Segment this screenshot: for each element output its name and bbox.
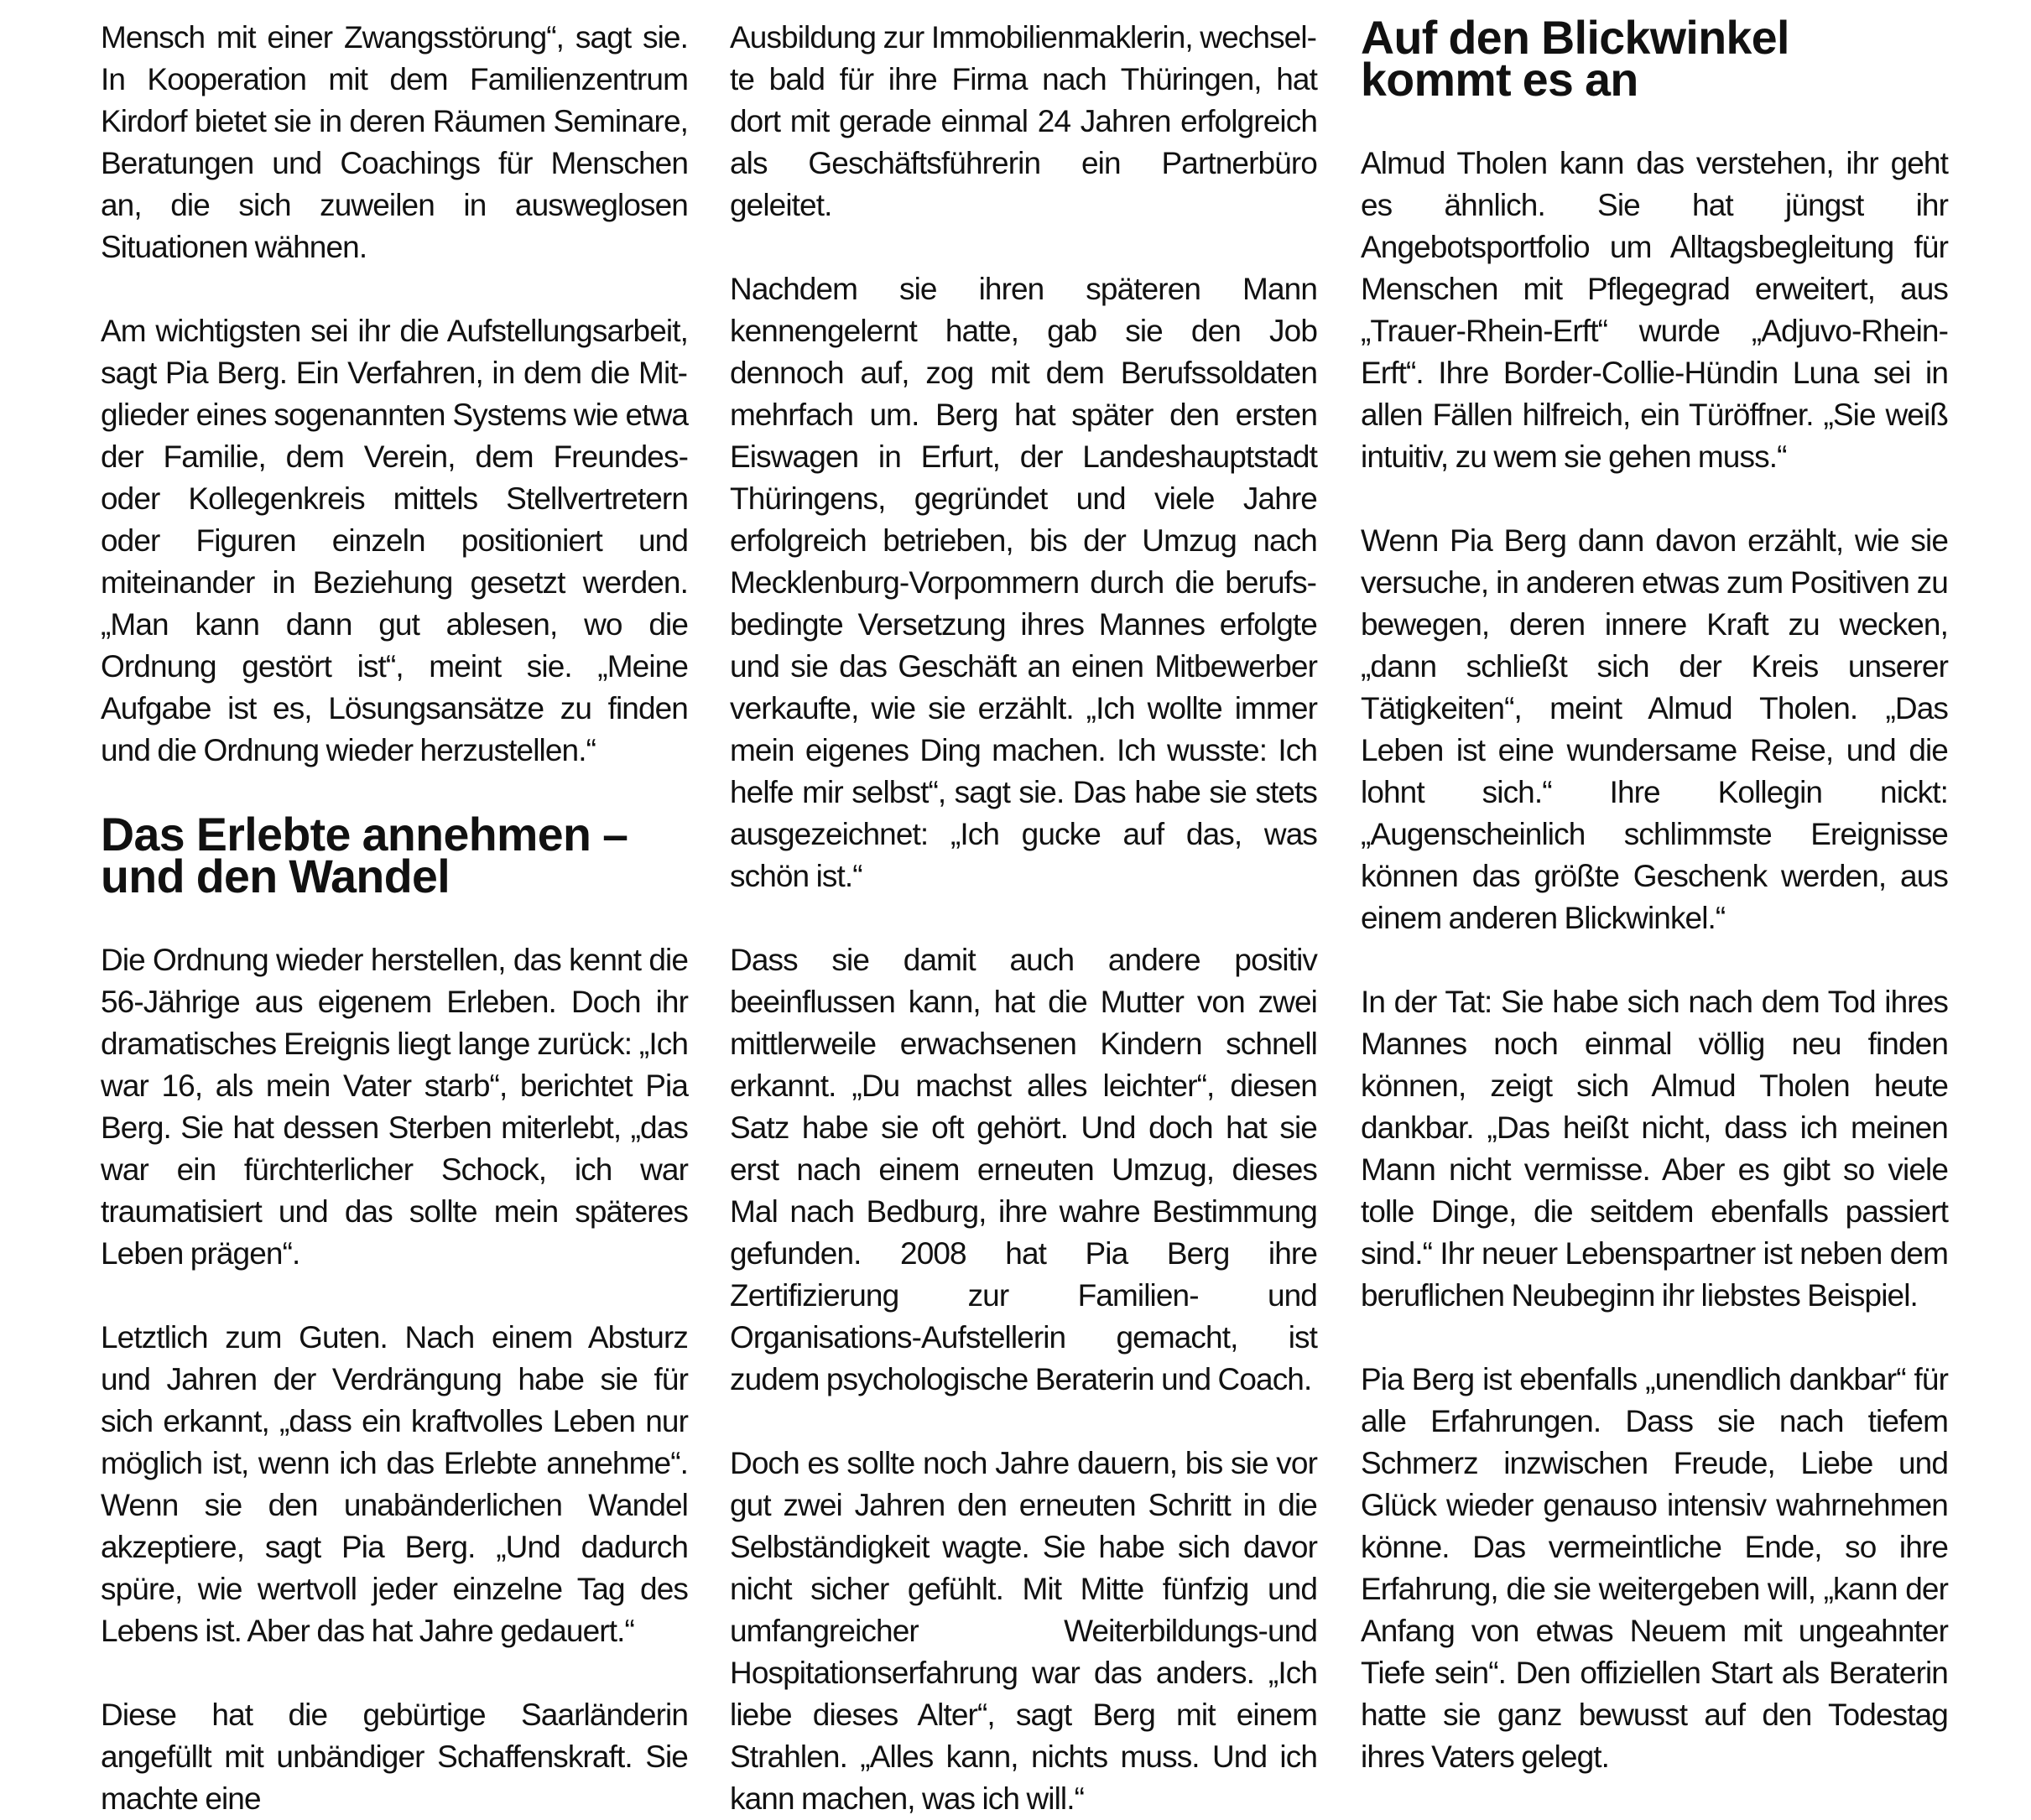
text-column-3: [1361, 12, 1948, 1778]
paragraph: Ausbildung zur Immobilienmaklerin, wechselte bald für ihre Firma nach Thüringen, hat dort mit gerade einmal 24 Jahren erfolgreich als Geschäftsführerin ein Partnerbüro geleitet.: [730, 20, 1317, 222]
paragraph: Am wichtigsten sei ihr die Aufstellungsarbeit, sagt Pia Berg. Ein Verfahren, in dem die Mitglieder eines sogenannten Systems wie etwa der Familie, dem Verein, dem Freundes- oder Kollegenkreis mittels Stellvertretern oder Figuren einzeln positioniert und miteinander in Beziehung gesetzt werden. „Man kann dann gut ablesen, wo die Ordnung gestört ist“, meint sie. „Meine Aufgabe ist es, Lösungsansätze zu finden und die Ordnung wieder herzustellen.“: [101, 314, 688, 767]
paragraph: Letztlich zum Guten. Nach einem Absturz und Jahren der Verdrängung habe sie für sich erkannt, „dass ein kraftvolles Leben nur möglich ist, wenn ich das Erlebte annehme“. Wenn sie den unabänderlichen Wandel akzeptiere, sagt Pia Berg. „Und dadurch spüre, wie wertvoll jeder einzelne Tag des Lebens ist. Aber das hat Jahre gedauert.“: [101, 1320, 688, 1648]
subheading: Das Erlebte annehmen – und den Wandel: [101, 809, 628, 902]
text-column-1: [101, 17, 688, 1820]
paragraph: Almud Tholen kann das verstehen, ihr geht es ähnlich. Sie hat jüngst ihr Angebotsportfolio um Alltagsbegleitung für Menschen mit Pflegegrad erweitert, aus „Trauer-Rhein-Erft“ wurde „Adjuvo-Rhein-Erft“. Ihre Border-Collie-Hündin Luna sei in allen Fällen hilfreich, ein Türöffner. „Sie weiß intuitiv, zu wem sie gehen muss.“: [1361, 146, 1948, 474]
paragraph: Wenn Pia Berg dann davon erzählt, wie sie versuche, in anderen etwas zum Positiven zu bewegen, deren innere Kraft zu wecken, „dann schließt sich der Kreis unserer Tätigkeiten“, meint Almud Tholen. „Das Leben ist eine wundersame Reise, und die lohnt sich.“ Ihre Kollegin nickt: „Augenscheinlich schlimmste Ereignisse können das größte Geschenk werden, aus einem anderen Blickwinkel.“: [1361, 523, 1948, 935]
paragraph: Mensch mit einer Zwangsstörung“, sagt sie. In Kooperation mit dem Familienzentrum Kirdorf bietet sie in deren Räumen Seminare, Beratungen und Coachings für Menschen an, die sich zuweilen in ausweglosen Situationen wähnen.: [101, 20, 688, 264]
subheading: Auf den Blickwinkel kommt es an: [1361, 12, 1789, 106]
paragraph: Doch es sollte noch Jahre dauern, bis sie vor gut zwei Jahren den erneuten Schritt in die Selbständigkeit wagte. Sie habe sich davor nicht sicher gefühlt. Mit Mitte fünfzig und umfangreicher Weiterbildungs-und Hospitationserfahrung war das anders. „Ich liebe dieses Alter“, sagt Berg mit einem Strahlen. „Alles kann, nichts muss. Und ich kann machen, was ich will.“: [730, 1446, 1317, 1816]
paragraph: Nachdem sie ihren späteren Mann kennengelernt hatte, gab sie den Job dennoch auf, zog mit dem Berufssoldaten mehrfach um. Berg hat später den ersten Eiswagen in Erfurt, der Landeshauptstadt Thüringens, gegründet und viele Jahre erfolgreich betrieben, bis der Umzug nach Mecklenburg-Vorpommern durch die berufsbedingte Versetzung ihres Mannes erfolgte und sie das Geschäft an einen Mitbewerber verkaufte, wie sie erzählt. „Ich wollte immer mein eigenes Ding machen. Ich wusste: Ich helfe mir selbst“, sagt sie. Das habe sie stets ausgezeichnet: „Ich gucke auf das, was schön ist.“: [730, 272, 1317, 893]
paragraph: Die Ordnung wieder herstellen, das kennt die 56-Jährige aus eigenem Erleben. Doch ihr dramatisches Ereignis liegt lange zurück: „Ich war 16, als mein Vater starb“, berichtet Pia Berg. Sie hat dessen Sterben miterlebt, „das war ein fürchterlicher Schock, ich war traumatisiert und das sollte mein späteres Leben prägen“.: [101, 943, 688, 1271]
paragraph: Pia Berg ist ebenfalls „unendlich dankbar“ für alle Erfahrungen. Dass sie nach tiefem Schmerz inzwischen Freude, Liebe und Glück wieder genauso intensiv wahrnehmen könne. Das vermeintliche Ende, so ihre Erfahrung, die sie weitergeben will, „kann der Anfang von etwas Neuem mit ungeahnter Tiefe sein“. Den offiziellen Start als Beraterin hatte sie ganz bewusst auf den Todestag ihres Vaters gelegt.: [1361, 1362, 1948, 1774]
paragraph: Diese hat die gebürtige Saarländerin angefüllt mit unbändiger Schaffenskraft. Sie machte eine: [101, 1698, 688, 1816]
paragraph: Dass sie damit auch andere positiv beeinflussen kann, hat die Mutter von zwei mittlerweile erwachsenen Kindern schnell erkannt. „Du machst alles leichter“, diesen Satz habe sie oft gehört. Und doch hat sie erst nach einem erneuten Umzug, dieses Mal nach Bedburg, ihre wahre Bestimmung gefunden. 2008 hat Pia Berg ihre Zertifizierung zur Familien- und Organisations-Aufstellerin gemacht, ist zudem psychologische Beraterin und Coach.: [730, 943, 1317, 1396]
text-column-2: [730, 17, 1317, 1820]
paragraph: In der Tat: Sie habe sich nach dem Tod ihres Mannes noch einmal völlig neu finden können, zeigt sich Almud Tholen heute dankbar. „Das heißt nicht, dass ich meinen Mann nicht vermisse. Aber es gibt so viele tolle Dinge, die seitdem ebenfalls passiert sind.“ Ihr neuer Lebenspartner ist neben dem beruflichen Neubeginn ihr liebstes Beispiel.: [1361, 985, 1948, 1313]
